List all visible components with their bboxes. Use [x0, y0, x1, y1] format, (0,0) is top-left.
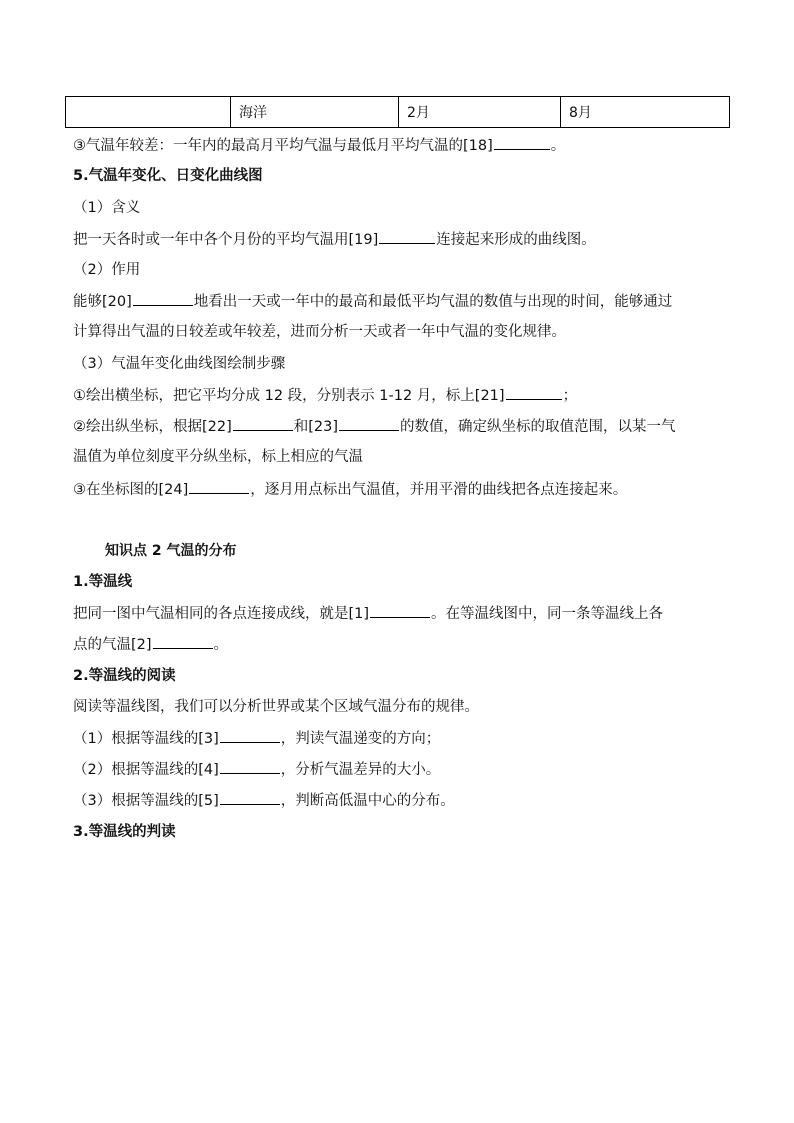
climate-table	[65, 96, 730, 128]
text-line: 点的气温[2] 。	[73, 634, 228, 655]
fill-blank[interactable]	[379, 229, 435, 244]
table-cell	[66, 97, 231, 128]
table-cell: 2月	[399, 97, 561, 128]
text-line: 能够[20] 地看出一天或一年中的最高和最低平均气温的数值与出现的时间，能够通过	[73, 291, 672, 312]
fill-blank[interactable]	[339, 416, 399, 431]
text-line: ①绘出横坐标，把它平均分成 12 段，分别表示 1-12 月，标上[21] ；	[73, 385, 577, 406]
text-line: ③气温年较差：一年内的最高月平均气温与最低月平均气温的[18] 。	[73, 135, 565, 156]
text-line: （3）根据等温线的[5] ，判断高低温中心的分布。	[73, 790, 455, 811]
knowledge-point-title: 知识点 2 气温的分布	[105, 543, 237, 559]
fill-blank[interactable]	[133, 291, 193, 306]
fill-blank[interactable]	[189, 479, 249, 494]
text-line: 温值为单位刻度平分纵坐标，标上相应的气温	[73, 449, 363, 465]
section-heading: 1.等温线	[73, 574, 133, 590]
text-line: 阅读等温线图，我们可以分析世界或某个区域气温分布的规律。	[73, 699, 479, 715]
text-line: 计算得出气温的日较差或年较差，进而分析一天或者一年中气温的变化规律。	[73, 324, 566, 340]
fill-blank[interactable]	[220, 728, 280, 743]
text-line: ③在坐标图的[24] ，逐月用点标出气温值，并用平滑的曲线把各点连接起来。	[73, 479, 627, 500]
fill-blank[interactable]	[220, 790, 280, 805]
text-line: （1）根据等温线的[3] ，判读气温递变的方向；	[73, 728, 440, 749]
fill-blank[interactable]	[506, 385, 562, 400]
text-line: 把一天各时或一年中各个月份的平均气温用[19] 连接起来形成的曲线图。	[73, 229, 596, 250]
fill-blank[interactable]	[233, 416, 293, 431]
table-row	[66, 97, 730, 128]
fill-blank[interactable]	[220, 759, 280, 774]
section-heading: 2.等温线的阅读	[73, 668, 176, 684]
subheading: （2）作用	[73, 262, 141, 278]
table-cell: 8月	[561, 97, 730, 128]
section-heading: 3.等温线的判读	[73, 824, 176, 840]
text-line: （2）根据等温线的[4] ，分析气温差异的大小。	[73, 759, 440, 780]
subheading: （3）气温年变化曲线图绘制步骤	[73, 356, 286, 372]
text-line: ②绘出纵坐标，根据[22] 和[23] 的数值，确定纵坐标的取值范围，以某一气	[73, 416, 676, 437]
fill-blank[interactable]	[153, 634, 213, 649]
table-cell: 海洋	[231, 97, 399, 128]
fill-blank[interactable]	[370, 603, 430, 618]
subheading: （1）含义	[73, 200, 141, 216]
text-line: 把同一图中气温相同的各点连接成线，就是[1] 。在等温线图中，同一条等温线上各	[73, 603, 663, 624]
section-heading: 5.气温年变化、日变化曲线图	[73, 168, 263, 184]
fill-blank[interactable]	[494, 135, 550, 150]
